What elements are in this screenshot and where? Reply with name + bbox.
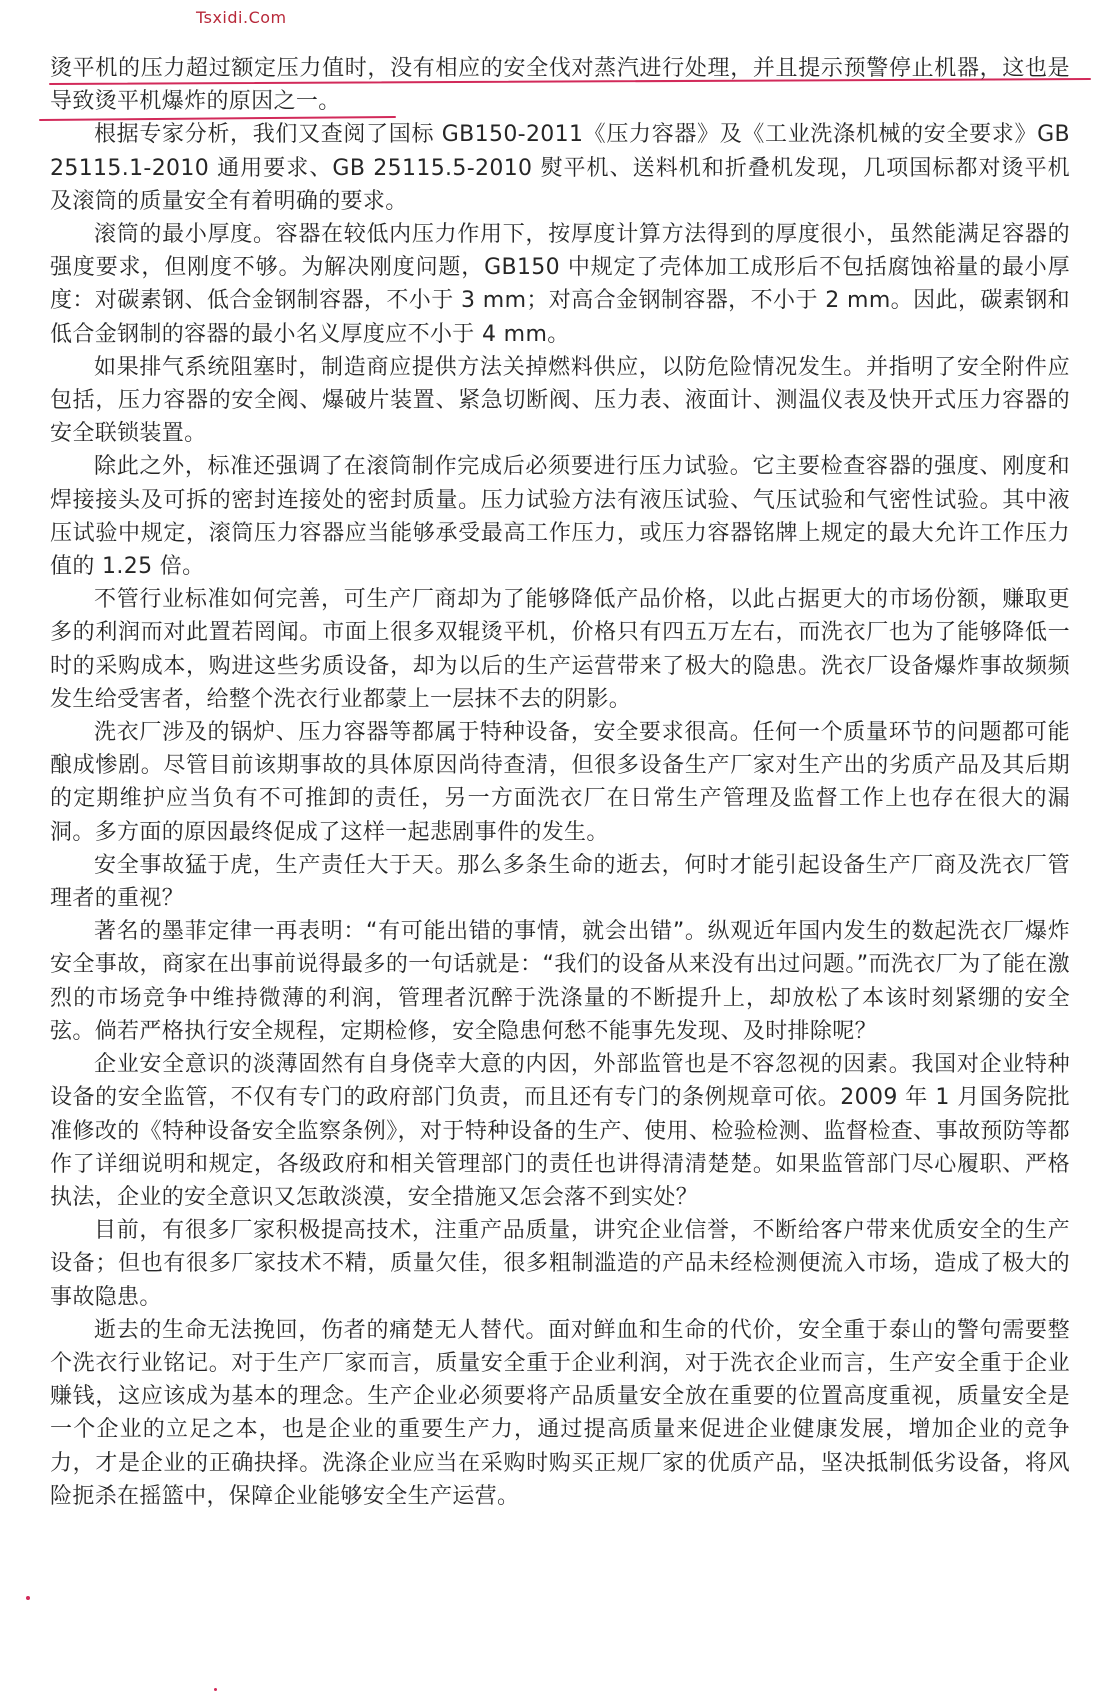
site-watermark: Tsxidi.Com xyxy=(196,8,287,27)
paragraph: 安全事故猛于虎，生产责任大于天。那么多条生命的逝去，何时才能引起设备生产厂商及洗衣厂管理者的重视？ xyxy=(50,852,1070,912)
paragraph: 目前，有很多厂家积极提高技术，注重产品质量，讲究企业信誉，不断给客户带来优质安全的生产设备；但也有很多厂家技术不精，质量欠佳，很多粗制滥造的产品未经检测便流入市场，造成了极大的事故隐患。 xyxy=(50,1218,1070,1310)
document-body xyxy=(50,52,1070,1513)
pen-mark-dot xyxy=(214,1688,217,1691)
pen-mark-dot xyxy=(26,1596,30,1600)
paragraph: 逝去的生命无法挽回，伤者的痛楚无人替代。面对鲜血和生命的代价，安全重于泰山的警句需要整个洗衣行业铭记。对于生产厂家而言，质量安全重于企业利润，对于洗衣企业而言，生产安全重于企业赚钱，这应该成为基本的理念。生产企业必须要将产品质量安全放在重要的位置高度重视，质量安全是一个企业的立足之本，也是企业的重要生产力，通过提高质量来促进企业健康发展，增加企业的竞争力，才是企业的正确抉择。洗涤企业应当在采购时购买正规厂家的优质产品，坚决抵制低劣设备，将风险扼杀在摇篮中，保障企业能够安全生产运营。 xyxy=(50,1317,1070,1509)
paragraph: 著名的墨菲定律一再表明：“有可能出错的事情，就会出错”。纵观近年国内发生的数起洗衣厂爆炸安全事故，商家在出事前说得最多的一句话就是：“我们的设备从来没有出过问题。”而洗衣厂为了能在激烈的市场竞争中维持微薄的利润，管理者沉醉于洗涤量的不断提升上，却放松了本该时刻紧绷的安全弦。倘若严格执行安全规程，定期检修，安全隐患何愁不能事先发现、及时排除呢？ xyxy=(50,919,1070,1044)
paragraph: 企业安全意识的淡薄固然有自身侥幸大意的内因，外部监管也是不容忽视的因素。我国对企业特种设备的安全监管，不仅有专门的政府部门负责，而且还有专门的条例规章可依。2009 年 1 月国务院批准修改的《特种设备安全监察条例》，对于特种设备的生产、使用、检验检测、监督检查、事故预防等都作了详细说明和规定，各级政府和相关管理部门的责任也讲得清清楚楚。如果监管部门尽心履职、严格执法，企业的安全意识又怎敢淡漠，安全措施又怎会落不到实处？ xyxy=(50,1052,1070,1210)
paragraph: 滚筒的最小厚度。容器在较低内压力作用下，按厚度计算方法得到的厚度很小，虽然能满足容器的强度要求，但刚度不够。为解决刚度问题，GB150 中规定了壳体加工成形后不包括腐蚀裕量的最小厚度：对碳素钢、低合金钢制容器，不小于 3 mm；对高合金钢制容器，不小于 2 mm。因此，碳素钢和低合金钢制的容器的最小名义厚度应不小于 4 mm。 xyxy=(50,222,1070,347)
paragraph: 除此之外，标准还强调了在滚筒制作完成后必须要进行压力试验。它主要检查容器的强度、刚度和焊接接头及可拆的密封连接处的密封质量。压力试验方法有液压试验、气压试验和气密性试验。其中液压试验中规定，滚筒压力容器应当能够承受最高工作压力，或压力容器铭牌上规定的最大允许工作压力值的 1.25 倍。 xyxy=(50,454,1070,580)
paragraph: 如果排气系统阻塞时，制造商应提供方法关掉燃料供应，以防危险情况发生。并指明了安全附件应包括，压力容器的安全阀、爆破片装置、紧急切断阀、压力表、液面计、测温仪表及快开式压力容器的安全联锁装置。 xyxy=(50,354,1070,447)
paragraph: 不管行业标准如何完善，可生产厂商却为了能够降低产品价格，以此占据更大的市场份额，赚取更多的利润而对此置若罔闻。市面上很多双辊烫平机，价格只有四五万左右，而洗衣厂也为了能够降低一时的采购成本，购进这些劣质设备，却为以后的生产运营带来了极大的隐患。洗衣厂设备爆炸事故频频发生给受害者，给整个洗衣行业都蒙上一层抹不去的阴影。 xyxy=(50,587,1070,712)
paragraph: 洗衣厂涉及的锅炉、压力容器等都属于特种设备，安全要求很高。任何一个质量环节的问题都可能酿成惨剧。尽管目前该期事故的具体原因尚待查清，但很多设备生产厂家对生产出的劣质产品及其后期的定期维护应当负有不可推卸的责任，另一方面洗衣厂在日常生产管理及监督工作上也存在很大的漏洞。多方面的原因最终促成了这样一起悲剧事件的发生。 xyxy=(50,720,1070,845)
paragraph: 根据专家分析，我们又查阅了国标 GB150-2011《压力容器》及《工业洗涤机械的安全要求》GB 25115.1-2010 通用要求、GB 25115.5-2010 熨平机、送料机和折叠机发现，几项国标都对烫平机及滚筒的质量安全有着明确的要求。 xyxy=(50,122,1070,214)
paragraph: 烫平机的压力超过额定压力值时，没有相应的安全伐对蒸汽进行处理，并且提示预警停止机器，这也是导致烫平机爆炸的原因之一。 xyxy=(50,56,1070,115)
